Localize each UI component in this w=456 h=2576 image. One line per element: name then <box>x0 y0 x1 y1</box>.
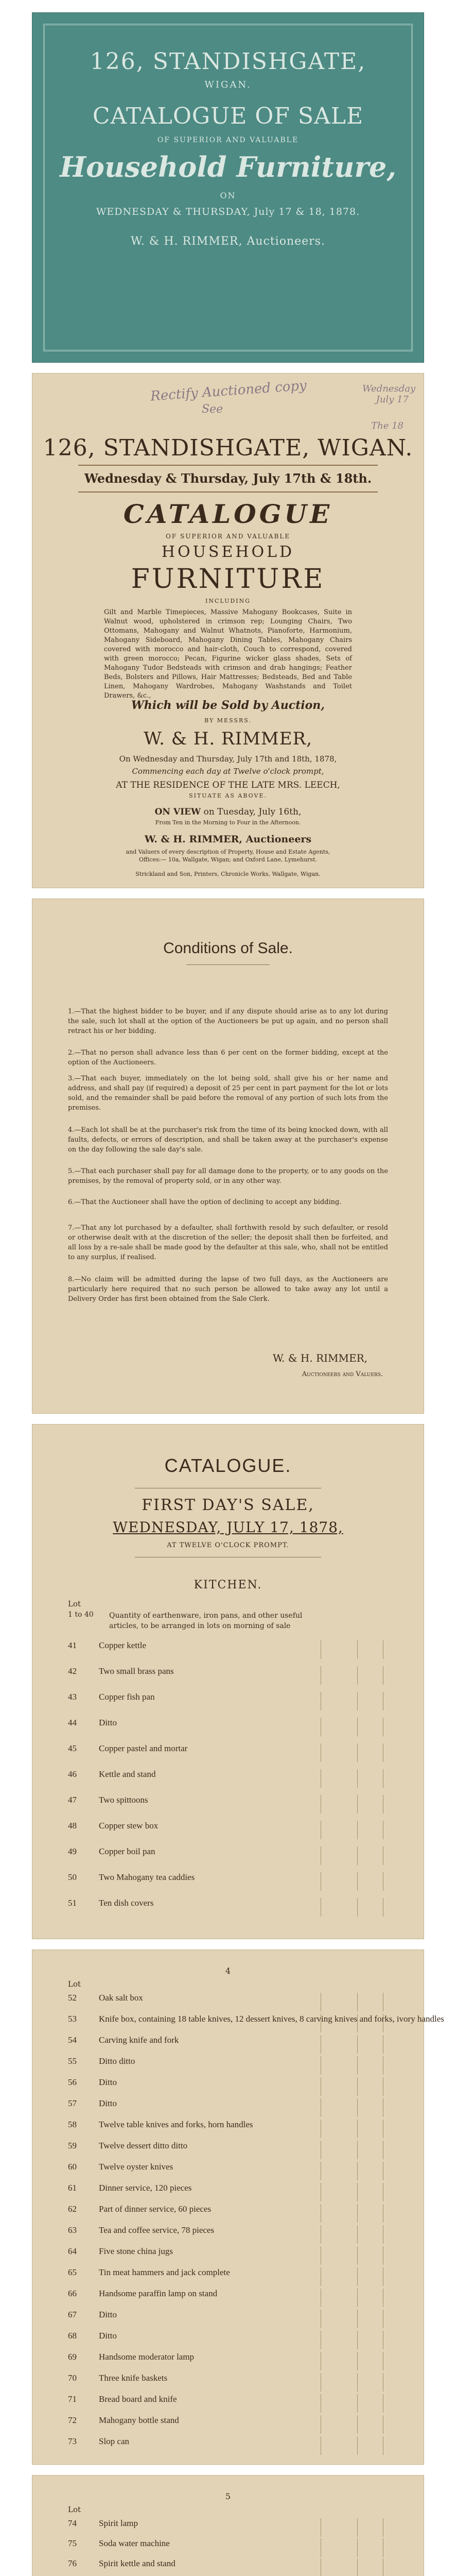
conditions-signature-sub: Auctioneers and Valuers. <box>302 1370 383 1378</box>
lot-number: 75 <box>68 2538 77 2548</box>
lot-label: Lot <box>68 1979 81 1989</box>
catalogue-page-5 <box>32 2475 424 2576</box>
list-item <box>68 2204 404 2223</box>
list-item <box>68 1743 404 1762</box>
lot-number: 47 <box>68 1795 77 1805</box>
cover-date: WEDNESDAY & THURSDAY, July 17 & 18, 1878. <box>96 206 360 217</box>
title-furniture: FURNITURE <box>131 564 325 595</box>
list-item <box>68 1795 404 1814</box>
list-item <box>68 2098 404 2117</box>
price-columns <box>321 1898 404 1917</box>
lot-number: 52 <box>68 1993 77 2003</box>
price-columns <box>321 1743 404 1762</box>
price-columns <box>321 2289 404 2307</box>
lot-description: Copper boil pan <box>99 1846 155 1856</box>
list-item <box>68 2394 404 2413</box>
lot-description: Ditto <box>99 2331 117 2341</box>
list-item <box>68 2056 404 2075</box>
lot-number: 66 <box>68 2289 77 2298</box>
lot-description: Five stone china jugs <box>99 2246 173 2256</box>
intro-num: 1 to 40 <box>68 1611 94 1619</box>
handwritten-note-see: See <box>202 403 223 416</box>
title-situate: SITUATE AS ABOVE. <box>189 792 267 799</box>
lot-number: 59 <box>68 2141 77 2150</box>
list-item <box>68 2558 404 2576</box>
divider <box>78 492 378 493</box>
price-columns <box>321 2518 404 2537</box>
price-columns <box>321 2056 404 2075</box>
lot-number: 51 <box>68 1898 77 1908</box>
lot-description: Handsome moderator lamp <box>99 2352 195 2362</box>
price-columns <box>321 2558 404 2576</box>
lot-number: 56 <box>68 2077 77 2087</box>
price-columns <box>321 1769 404 1788</box>
divider <box>78 465 378 466</box>
lot-description: Copper pastel and mortar <box>99 1743 188 1753</box>
cover-town: WIGAN. <box>204 79 252 90</box>
list-item <box>68 2373 404 2392</box>
price-columns <box>321 2225 404 2244</box>
lot-description: Twelve oyster knives <box>99 2162 173 2172</box>
title-on-line: On Wednesday and Thursday, July 17th and 18th, 1878, <box>119 754 337 764</box>
list-item <box>68 2183 404 2201</box>
list-item <box>68 1692 404 1710</box>
lot-description: Copper kettle <box>99 1640 147 1650</box>
list-item <box>68 1993 404 2011</box>
list-item <box>68 2077 404 2096</box>
lot-description: Dinner service, 120 pieces <box>99 2183 192 2193</box>
price-columns <box>321 2331 404 2349</box>
title-household: HOUSEHOLD <box>161 543 295 561</box>
catalogue-heading: CATALOGUE. <box>164 1455 292 1476</box>
lot-number: 60 <box>68 2162 77 2172</box>
lot-number: 70 <box>68 2373 77 2383</box>
price-columns <box>321 2141 404 2159</box>
title-view-text: on Tuesday, July 16th, <box>203 807 302 817</box>
cover-address: 126, STANDISHGATE, <box>90 48 366 75</box>
title-catalogue: CATALOGUE <box>123 499 333 529</box>
catalogue-page-4 <box>32 1950 444 2465</box>
lot-number: 53 <box>68 2014 77 2024</box>
lot-description: Two Mahogany tea caddies <box>99 1872 195 1882</box>
price-columns <box>321 2267 404 2286</box>
price-columns <box>321 2035 404 2054</box>
title-commencing: Commencing each day at Twelve o'clock prompt, <box>132 767 324 776</box>
catalogue-time: AT TWELVE O'CLOCK PROMPT. <box>167 1541 289 1549</box>
lot-description: Handsome paraffin lamp on stand <box>99 2289 218 2298</box>
title-page <box>32 373 424 888</box>
lot-number: 41 <box>68 1640 77 1650</box>
title-firm: W. & H. RIMMER, <box>144 728 312 749</box>
cover-page <box>32 12 424 363</box>
list-item <box>68 2436 404 2455</box>
list-item <box>68 2331 404 2349</box>
lot-description: Copper fish pan <box>99 1692 155 1702</box>
title-dates: Wednesday & Thursday, July 17th & 18th. <box>84 471 372 486</box>
catalogue-day-date: WEDNESDAY, JULY 17, 1878, <box>113 1519 343 1536</box>
lot-description: Carving knife and fork <box>99 2035 179 2045</box>
lot-description: Oak salt box <box>99 1993 143 2003</box>
title-view <box>32 807 424 817</box>
price-columns <box>321 2098 404 2117</box>
title-firm2-text: and Valuers of every description of Property, House and Estate Agents, Offices:— 10a, Wallgate, Wigan; and Oxford Lane, Lymehurst. <box>126 849 330 863</box>
list-item <box>68 1769 404 1788</box>
price-columns <box>321 1846 404 1865</box>
intro-text: Quantity of earthenware, iron pans, and other useful articles, to be arranged in lots on morning of sale <box>109 1612 303 1630</box>
price-columns <box>321 1692 404 1710</box>
lot-number: 72 <box>68 2415 77 2425</box>
list-item <box>68 1718 404 1736</box>
handwritten-note: Rectify Auctioned copy <box>150 378 307 404</box>
lot-description: Slop can <box>99 2436 130 2446</box>
title-printer: Strickland and Son, Printers, Chronicle Works, Wallgate, Wigan. <box>135 871 321 877</box>
price-columns <box>321 2077 404 2096</box>
price-columns <box>321 2246 404 2265</box>
list-item <box>68 2035 404 2054</box>
price-columns <box>321 2352 404 2370</box>
list-item <box>68 2310 404 2328</box>
title-residence: AT THE RESIDENCE OF THE LATE MRS. LEECH, <box>116 780 340 790</box>
list-item <box>68 2162 404 2180</box>
cover-title: CATALOGUE OF SALE <box>92 103 364 129</box>
price-columns <box>321 2436 404 2455</box>
lot-number: 71 <box>68 2394 77 2404</box>
catalogue-room: KITCHEN. <box>194 1579 262 1591</box>
conditions-title: Conditions of Sale. <box>163 940 293 957</box>
cover-subtitle: OF SUPERIOR AND VALUABLE <box>157 136 299 144</box>
page-number: 5 <box>225 2492 231 2501</box>
lot-number: 63 <box>68 2225 77 2235</box>
lot-description: Ditto <box>99 2098 117 2108</box>
list-item <box>68 1846 404 1865</box>
lot-number: 42 <box>68 1666 77 1676</box>
lot-description: Three knife baskets <box>99 2373 168 2383</box>
lot-number: 43 <box>68 1692 77 1702</box>
lot-description: Knife box, containing 18 table knives, 12 dessert knives, 8 carving knives and forks, ivory handles <box>99 2014 444 2024</box>
title-items: Gilt and Marble Timepieces, Massive Mahogany Bookcases, Suite in Walnut wood, upholstered in crimson rep; Lounging Chairs, Two Ottomans, Mahogany and Walnut Whatnots, Pianoforte, Harmonium, Mahogany Sideboard, Mahogany Dining Tables, Mahogany Chairs covered with morocco and hair-cloth, Couch to correspond, covered with green morocco; Pecan, Figurine wicker glass shades, Sets of Mahogany Tudor Bedsteads with crimson and drab hangings; Feather Beds, Bolsters and Pillows, Hair Mattresses; Bedsteads, Bed and Table Linen, Mahogany Wardrobes, Mahogany Washstands and Toilet Drawers, &c., <box>104 608 352 700</box>
list-item <box>68 2415 404 2434</box>
price-columns <box>321 1821 404 1839</box>
list-item <box>68 1666 404 1685</box>
list-item <box>68 2225 404 2244</box>
condition-5: 5.—That each purchaser shall pay for all damage done to the property, or to any goods on the premises, by the removal of property sold, or in any other way. <box>68 1167 388 1185</box>
lot-label: Lot <box>68 1599 81 1608</box>
lot-description: Ditto <box>99 2310 117 2319</box>
title-address: 126, STANDISHGATE, WIGAN. <box>43 435 413 461</box>
lot-description: Spirit lamp <box>99 2518 138 2528</box>
lot-number: 44 <box>68 1718 77 1727</box>
lot-number: 73 <box>68 2436 77 2446</box>
list-item <box>68 2246 404 2265</box>
lot-description: Part of dinner service, 60 pieces <box>99 2204 212 2214</box>
price-columns <box>321 2014 404 2032</box>
lot-number: 64 <box>68 2246 77 2256</box>
lot-number: 65 <box>68 2267 77 2277</box>
cover-household: Household Furniture, <box>59 150 397 183</box>
price-columns <box>321 1718 404 1736</box>
list-item <box>68 2289 404 2307</box>
list-item <box>68 1821 404 1839</box>
lot-number: 49 <box>68 1846 77 1856</box>
lot-description: Bread board and knife <box>99 2394 177 2404</box>
lot-description: Twelve dessert ditto ditto <box>99 2141 188 2150</box>
lot-number: 48 <box>68 1821 77 1831</box>
lot-description: Tin meat hammers and jack complete <box>99 2267 230 2277</box>
title-by: BY MESSRS. <box>204 717 252 724</box>
lot-number: 67 <box>68 2310 77 2319</box>
divider <box>186 964 270 965</box>
lot-description: Two small brass pans <box>99 1666 174 1676</box>
lot-description: Mahogany bottle stand <box>99 2415 179 2425</box>
price-columns <box>321 2204 404 2223</box>
lot-description: Copper stew box <box>99 1821 159 1831</box>
list-item <box>68 2352 404 2370</box>
list-item <box>68 2518 404 2537</box>
conditions-signature: W. & H. RIMMER, <box>272 1352 367 1364</box>
title-firm2: W. & H. RIMMER, Auctioneers <box>144 834 312 845</box>
lot-description: Ditto <box>99 2077 117 2087</box>
lot-description: Two spittoons <box>99 1795 148 1805</box>
price-columns <box>321 2162 404 2180</box>
handwritten-side-note-2: The 18 <box>371 420 404 431</box>
condition-1: 1.—That the highest bidder to be buyer, and if any dispute should arise as to any lot during the sale, such lot shall at the option of the Auctioneers be put up again, and no person shall retract his or her bidding. <box>68 1008 388 1035</box>
lot-number: 61 <box>68 2183 77 2193</box>
lot-number: 55 <box>68 2056 77 2066</box>
lot-number: 76 <box>68 2558 77 2568</box>
price-columns <box>321 2120 404 2138</box>
list-item <box>68 2014 444 2032</box>
price-columns <box>321 2415 404 2434</box>
list-item <box>68 2120 404 2138</box>
lot-number: 74 <box>68 2518 77 2528</box>
condition-3: 3.—That each buyer, immediately on the lot being sold, shall give his or her name and address, and shall pay (if required) a deposit of 25 per cent in part payment for the lot or lots sold, and the remainder shall be paid before the removal of any portion of such lots from the premises. <box>68 1075 388 1112</box>
lot-number: 58 <box>68 2120 77 2129</box>
condition-8: 8.—No claim will be admitted during the lapse of two full days, as the Auctioneers are particularly here required that no such person be allowed to take away any lot until a Delivery Order has first been obtained from the Sale Clerk. <box>68 1276 388 1303</box>
condition-2: 2.—That no person shall advance less than 6 per cent on the former bidding, except at the option of the Auctioneers. <box>68 1049 388 1066</box>
price-columns <box>321 1640 404 1659</box>
list-item <box>68 2141 404 2159</box>
price-columns <box>321 1666 404 1685</box>
cover-auctioneers: W. & H. RIMMER, Auctioneers. <box>131 235 325 248</box>
lot-number: 46 <box>68 1769 77 1779</box>
condition-4: 4.—Each lot shall be at the purchaser's risk from the time of its being knocked down, with all faults, defects, or errors of description, and shall be taken away at the purchaser's expense on the day following the sale day's sale. <box>68 1126 388 1154</box>
page-number: 4 <box>225 1966 231 1976</box>
lot-description: Ditto <box>99 1718 117 1727</box>
lot-number: 68 <box>68 2331 77 2341</box>
lot-number: 57 <box>68 2098 77 2108</box>
lot-number: 45 <box>68 1743 77 1753</box>
catalogue-page <box>32 1424 424 1939</box>
lot-number: 62 <box>68 2204 77 2214</box>
list-item <box>68 2267 404 2286</box>
lot-number: 69 <box>68 2352 77 2362</box>
price-columns <box>321 2394 404 2413</box>
price-columns <box>321 1993 404 2011</box>
title-which: Which will be Sold by Auction, <box>131 699 325 712</box>
condition-7: 7.—That any lot purchased by a defaulter, shall forthwith resold by such defaulter, or resold or otherwise dealt with at the discretion of the seller; the deposit shall then be forfeited, and all loss by a re-sale shall be made good by the defaulter at this sale, who, shall not be entitled to any surplus, if realised. <box>68 1224 388 1261</box>
price-columns <box>321 2538 404 2557</box>
title-view-on: ON VIEW <box>154 807 201 817</box>
price-columns <box>321 1872 404 1891</box>
title-view-note: From Ten in the Morning to Four in the Afternoon. <box>155 819 301 826</box>
title-including: INCLUDING <box>205 598 251 604</box>
lot-number: 50 <box>68 1872 77 1882</box>
title-of: OF SUPERIOR AND VALUABLE <box>166 533 290 540</box>
list-item <box>68 1872 404 1891</box>
handwritten-side-note: Wednesday July 17 <box>362 383 416 405</box>
lot-description: Ten dish covers <box>99 1898 154 1908</box>
price-columns <box>321 2373 404 2392</box>
list-item <box>68 1640 404 1659</box>
lot-description: Ditto ditto <box>99 2056 135 2066</box>
list-item <box>68 2538 404 2557</box>
catalogue-day-title: FIRST DAY'S SALE, <box>142 1496 314 1514</box>
conditions-page <box>32 899 424 1414</box>
lot-description: Tea and coffee service, 78 pieces <box>99 2225 215 2235</box>
list-item <box>68 1898 404 1917</box>
condition-6: 6.—That the Auctioneer shall have the option of declining to accept any bidding. <box>68 1198 342 1206</box>
lot-description: Spirit kettle and stand <box>99 2558 176 2568</box>
lot-description: Soda water machine <box>99 2538 170 2548</box>
lot-description: Twelve table knives and forks, horn handles <box>99 2120 253 2129</box>
price-columns <box>321 2310 404 2328</box>
price-columns <box>321 1795 404 1814</box>
cover-on: ON <box>220 191 236 200</box>
lot-description: Kettle and stand <box>99 1769 156 1779</box>
lot-number: 54 <box>68 2035 77 2045</box>
lot-label: Lot <box>68 2505 81 2514</box>
price-columns <box>321 2183 404 2201</box>
